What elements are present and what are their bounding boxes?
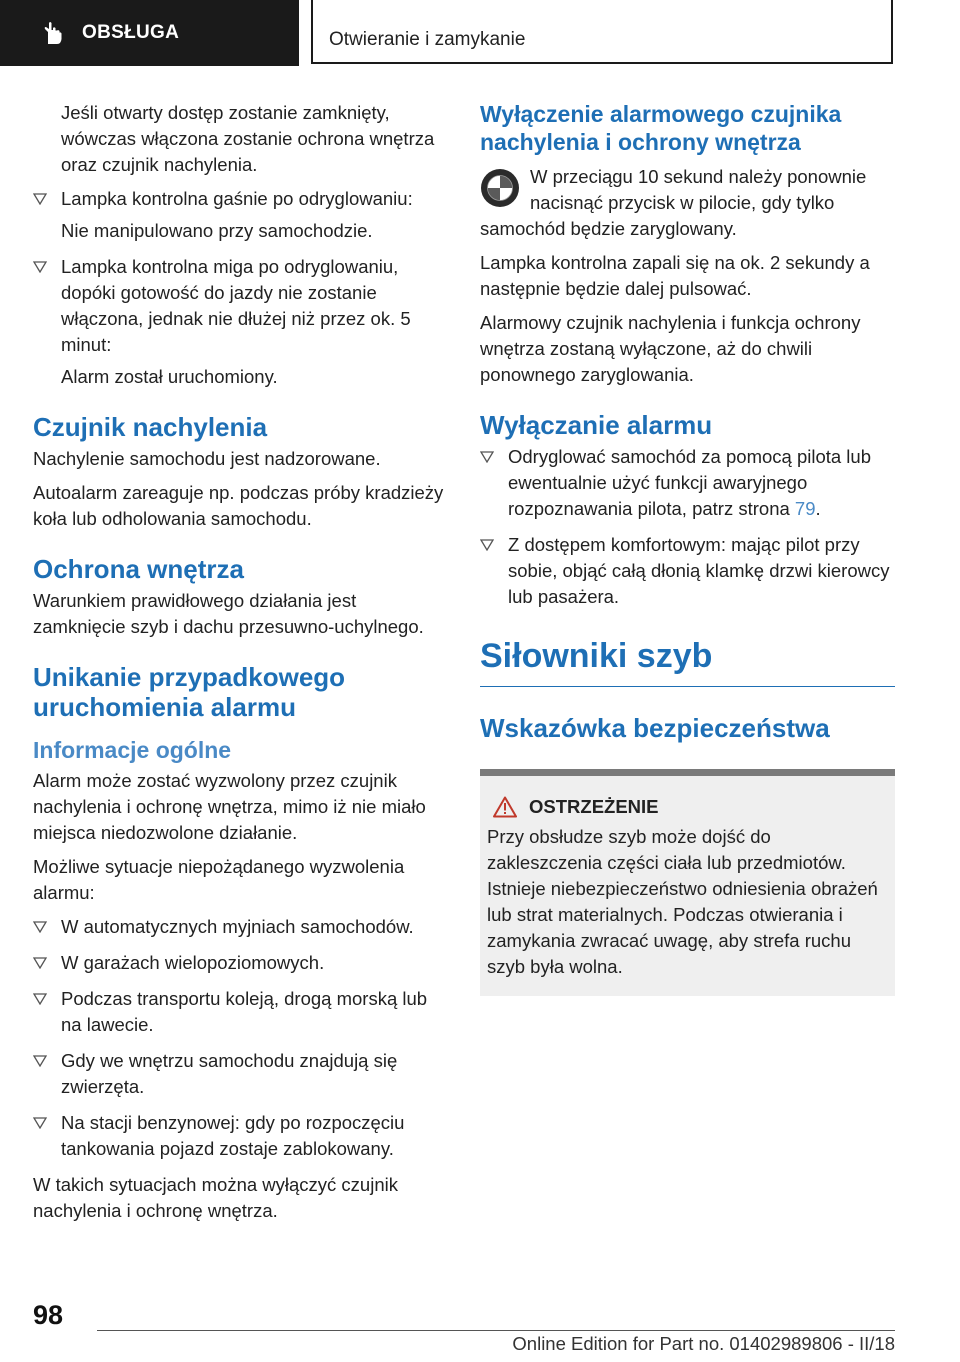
bullet-text: Gdy we wnętrzu samochodu znajdują się zwierzęta. bbox=[61, 1050, 398, 1097]
list-item bbox=[33, 914, 445, 940]
triangle-bullet-icon bbox=[33, 193, 47, 205]
bullet-text: Podczas transportu koleją, drogą morską lub na lawecie. bbox=[61, 988, 428, 1035]
list-item bbox=[33, 950, 445, 976]
closing-text: W takich sytuacjach można wyłączyć czujnik nachylenia i ochronę wnętrza. bbox=[33, 1174, 398, 1221]
bullet-text bbox=[508, 444, 895, 522]
heading-interior-protection: Ochrona wnętrza bbox=[33, 554, 244, 584]
warning-title: OSTRZEŻENIE bbox=[529, 796, 659, 817]
chapter-box bbox=[311, 0, 893, 64]
bullet-text: W garażach wielopoziomowych. bbox=[61, 952, 325, 973]
heading-tilt-sensor: Czujnik nachylenia bbox=[33, 412, 268, 442]
warning-header bbox=[487, 796, 885, 818]
bullet-subtext: Alarm został uruchomiony. bbox=[61, 366, 278, 387]
bullet-text: Na stacji benzynowej: gdy po rozpoczęciu tankowania pojazd zostaje zablokowany. bbox=[61, 1112, 405, 1159]
heading-safety-note: Wskazówka bezpieczeństwa bbox=[480, 713, 830, 743]
heading-avoid-false-alarm: Unikanie przypadkowego uruchomienia alarmu bbox=[33, 662, 346, 722]
bullet-text-end: . bbox=[815, 498, 821, 519]
page-number: 98 bbox=[33, 1300, 64, 1330]
heading-disable-sensor: Wyłączenie alarmowego czujnika nachylenia i ochrony wnętrza bbox=[480, 101, 842, 155]
triangle-bullet-icon bbox=[33, 1055, 47, 1067]
triangle-bullet-icon bbox=[480, 539, 494, 551]
chapter-title: Otwieranie i zamykanie bbox=[329, 29, 526, 50]
page-reference-link[interactable]: 79 bbox=[794, 498, 816, 519]
triangle-bullet-icon bbox=[33, 1117, 47, 1129]
right-column bbox=[480, 100, 895, 996]
hand-icon bbox=[40, 20, 66, 46]
list-item bbox=[33, 986, 445, 1038]
tilt-text-1: Nachylenie samochodu jest nadzorowane. bbox=[33, 448, 381, 469]
list-item bbox=[33, 254, 445, 390]
tilt-text-2: Autoalarm zareaguje np. podczas próby kradzieży koła lub odholowania samochodu. bbox=[33, 482, 444, 529]
page-header bbox=[0, 0, 960, 66]
bullet-subtext: Nie manipulowano przy samochodzie. bbox=[61, 220, 373, 241]
heading-turn-off-alarm: Wyłączanie alarmu bbox=[480, 410, 713, 440]
triangle-bullet-icon bbox=[480, 451, 494, 463]
list-item bbox=[33, 1110, 445, 1162]
interior-text: Warunkiem prawidłowego działania jest zamknięcie szyb i dachu przesuwno-uchylnego. bbox=[33, 590, 424, 637]
edition-text: Online Edition for Part no. 01402989806 - II/18 bbox=[512, 1333, 895, 1354]
section-title: OBSŁUGA bbox=[82, 22, 180, 43]
general-text-2: Możliwe sytuacje niepożądanego wyzwolenia alarmu: bbox=[33, 856, 405, 903]
list-item bbox=[33, 186, 445, 244]
warning-text: Przy obsłudze szyb może dojść do zakleszczenia części ciała lub przedmiotów. Istnieje niebezpieczeństwo odniesienia obrażeń lub strat materialnych. Podczas otwierania i zamykania zwracać uwagę, aby strefa ruchu szyb była wolna. bbox=[487, 826, 878, 977]
bullet-text: Lampka kontrolna gaśnie po odryglowaniu: bbox=[61, 188, 413, 209]
bullet-text: W automatycznych myjniach samochodów. bbox=[61, 916, 414, 937]
list-item bbox=[480, 444, 895, 522]
warning-triangle-icon bbox=[493, 796, 517, 818]
bullet-text: Lampka kontrolna miga po odryglowaniu, dopóki gotowość do jazdy nie zostanie włączona, jednak nie dłużej niż przez ok. 5 minut: bbox=[61, 256, 411, 355]
list-item bbox=[33, 1048, 445, 1100]
triangle-bullet-icon bbox=[33, 993, 47, 1005]
disable-text-2: Lampka kontrolna zapali się na ok. 2 sekundy a następnie będzie dalej pulsować. bbox=[480, 252, 870, 299]
footer-divider bbox=[97, 1330, 895, 1331]
bmw-logo-icon bbox=[480, 168, 520, 208]
triangle-bullet-icon bbox=[33, 261, 47, 273]
intro-text: Jeśli otwarty dostęp zostanie zamknięty, wówczas włączona zostanie ochrona wnętrza oraz czujnik nachylenia. bbox=[61, 102, 435, 175]
heading-general-info: Informacje ogólne bbox=[33, 737, 232, 763]
warning-box bbox=[480, 769, 895, 996]
left-column bbox=[33, 100, 445, 1232]
triangle-bullet-icon bbox=[33, 957, 47, 969]
section-tab bbox=[0, 0, 299, 66]
bullet-text: Z dostępem komfortowym: mając pilot przy sobie, objąć całą dłonią klamkę drzwi kierowcy lub pasażera. bbox=[508, 534, 890, 607]
disable-text-1-content: W przeciągu 10 sekund należy ponownie nacisnąć przycisk w pilocie, gdy tylko samochód będzie zaryglowany. bbox=[480, 166, 867, 239]
disable-text-3: Alarmowy czujnik nachylenia i funkcja ochrony wnętrza zostaną wyłączone, aż do chwili ponownego zaryglowania. bbox=[480, 312, 861, 385]
list-item bbox=[480, 532, 895, 610]
triangle-bullet-icon bbox=[33, 921, 47, 933]
general-text-1: Alarm może zostać wyzwolony przez czujnik nachylenia i ochronę wnętrza, mimo iż nie miało miejsca niedozwolone działanie. bbox=[33, 770, 426, 843]
heading-power-windows: Siłowniki szyb bbox=[480, 636, 895, 687]
disable-text-1 bbox=[480, 164, 895, 242]
bullet-text-content: Odryglować samochód za pomocą pilota lub ewentualnie użyć funkcji awaryjnego rozpoznawania pilota, patrz strona bbox=[508, 446, 871, 519]
